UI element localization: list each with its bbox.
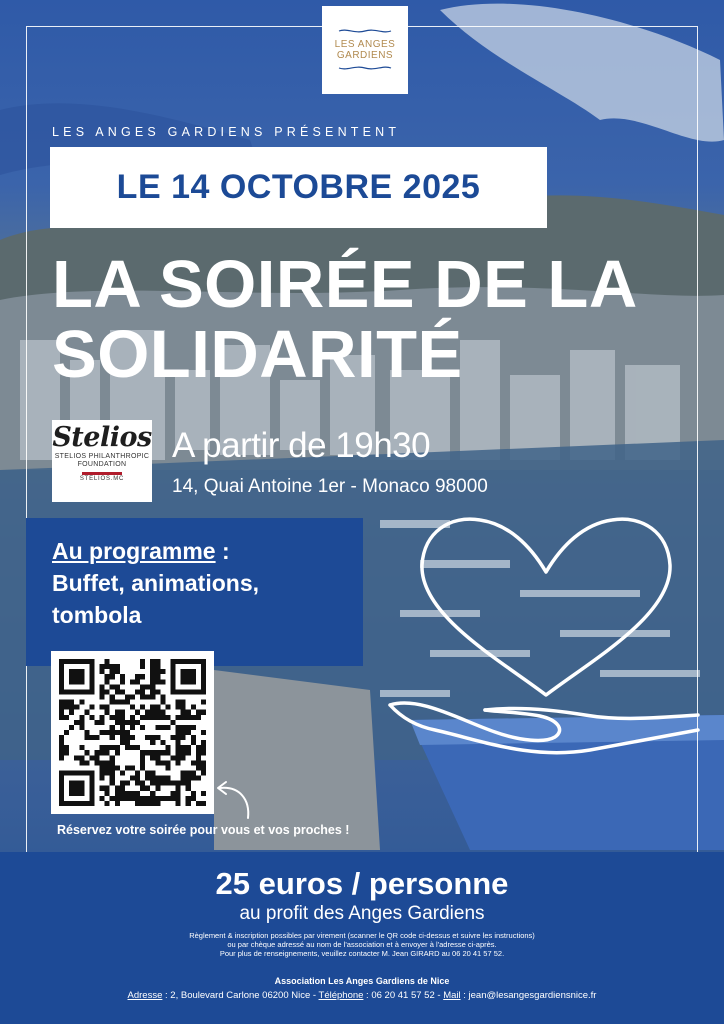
logo-line-2: GARDIENS	[336, 50, 394, 61]
mail-value[interactable]: : jean@lesangesgardiensnice.fr	[460, 990, 597, 1001]
sponsor-logo	[52, 420, 152, 502]
sponsor-wordmark: Stelios	[52, 422, 152, 453]
logo-line-1: LES ANGES	[334, 39, 396, 50]
beneficiary: au profit des Anges Gardiens	[239, 903, 485, 924]
program-label: Au programme	[52, 538, 216, 564]
contact-line	[0, 990, 724, 1001]
qr-modules	[59, 659, 206, 806]
title-line-2: SOLIDARITÉ	[52, 317, 463, 392]
sponsor-subtitle-2: FOUNDATION	[77, 461, 127, 468]
presenter-line: LES ANGES GARDIENS PRÉSENTENT	[52, 125, 401, 139]
association-name: Association Les Anges Gardiens de Nice	[274, 976, 450, 986]
program-heading	[52, 538, 230, 565]
date-banner	[50, 147, 547, 228]
address-label: Adresse	[127, 990, 163, 1001]
flourish-icon	[337, 28, 393, 34]
event-date: LE 14 OCTOBRE 2025	[116, 168, 481, 206]
sponsor-red-bar	[82, 472, 122, 475]
reserve-caption: Réservez votre soirée pour vous et vos proches !	[57, 823, 350, 837]
heart-in-hand-icon	[380, 510, 710, 770]
fine-print-line-3: Pour plus de renseignements, veuillez contacter M. Jean GIRARD au 06 20 41 57 52.	[219, 949, 505, 958]
fine-print-line-1: Règlement & inscription possibles par virement (scanner le QR code ci-dessus et suivre les instructions)	[189, 931, 535, 940]
event-time: A partir de 19h30	[172, 426, 431, 465]
phone-value[interactable]: : 06 20 41 57 52 -	[363, 990, 444, 1001]
flourish-icon	[337, 65, 393, 71]
fine-print-line-2: ou par chèque adressé au nom de l'association et à envoyer à l'adresse ci-après.	[227, 940, 497, 949]
event-address: 14, Quai Antoine 1er - Monaco 98000	[172, 476, 488, 497]
address-value: : 2, Boulevard Carlone 06200 Nice -	[162, 990, 319, 1001]
mail-label: Mail	[443, 990, 461, 1001]
curved-arrow-icon	[212, 778, 256, 822]
sponsor-subtitle-1: STELIOS PHILANTHROPIC	[54, 453, 150, 460]
program-colon: :	[215, 538, 230, 564]
organizer-logo	[322, 6, 408, 94]
title-line-1: LA SOIRÉE DE LA	[52, 247, 638, 322]
price: 25 euros / personne	[215, 866, 509, 901]
program-line-1: Buffet, animations,	[52, 570, 260, 596]
sponsor-website: STELIOS.MC	[79, 476, 125, 482]
phone-label: Téléphone	[318, 990, 364, 1001]
program-line-2: tombola	[52, 602, 142, 628]
event-title	[52, 247, 638, 392]
qr-code-pattern	[59, 659, 206, 806]
logo-text	[322, 39, 408, 61]
qr-code[interactable]	[51, 651, 214, 814]
